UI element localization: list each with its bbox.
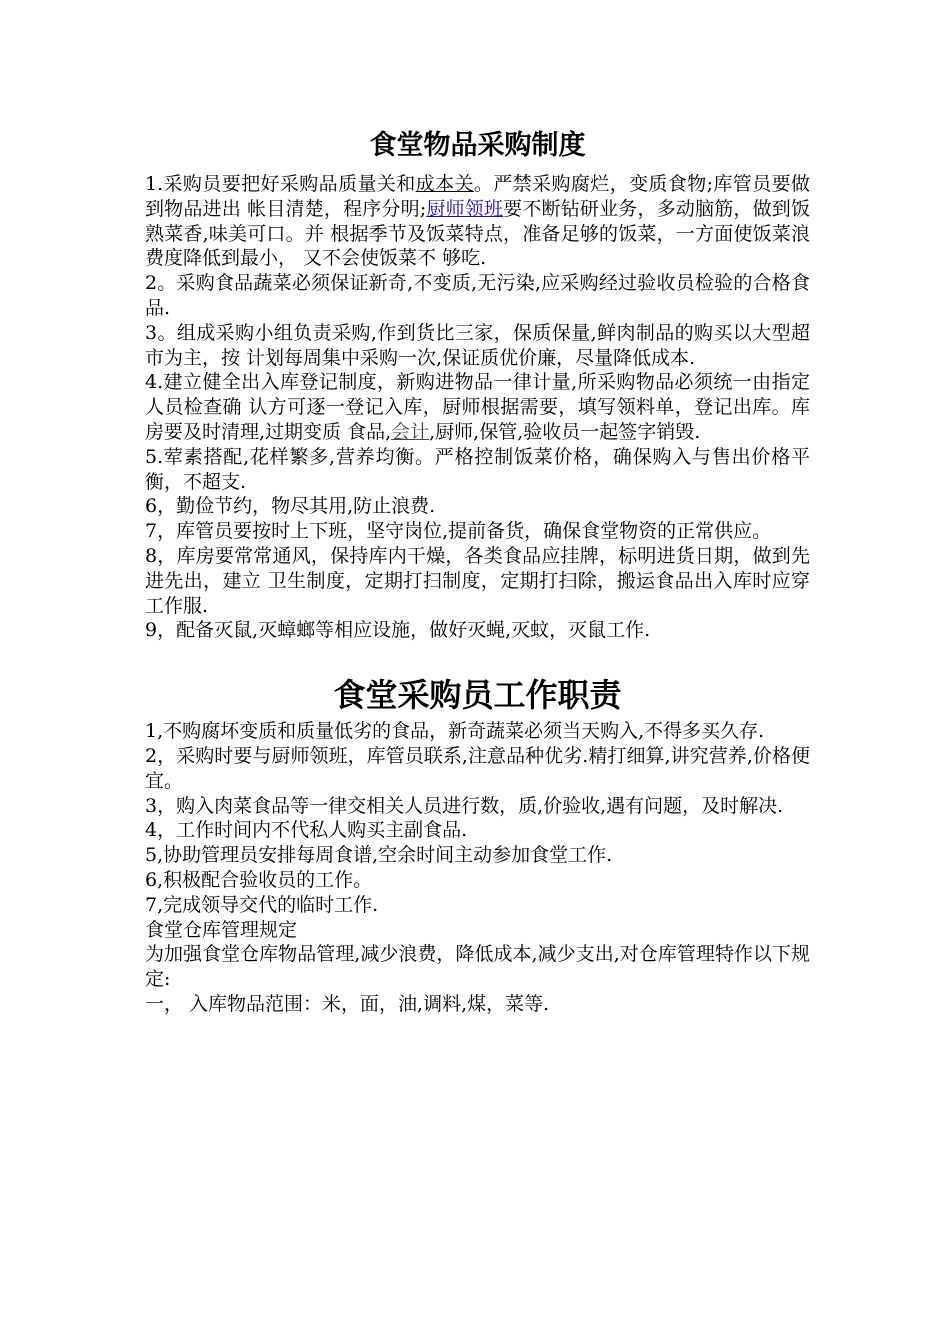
section1-item-5: 5.荤素搭配,花样繁多,营养均衡。严格控制饭菜价格，确保购入与售出价格平衡，不超支. — [145, 445, 810, 493]
text-run: 4.建立健全出入库登记制度，新购进物品一律计量,所采购物品必须统一由指定人员检查确 认方可逐一登记入库，厨师根据需要，填写领料单，登记出库。库房要及时清理,过期变质 食品, — [145, 371, 810, 443]
section2-item-7: 7,完成领导交代的临时工作. — [145, 893, 379, 916]
section1-item-7: 7，库管员要按时上下班，坚守岗位,提前备货，确保食堂物资的正常供应。 — [145, 520, 772, 543]
warehouse-rules-intro: 为加强食堂仓库物品管理,减少浪费，降低成本,减少支出,对仓库管理特作以下规定: — [145, 943, 810, 991]
section1-item-1 — [145, 172, 810, 271]
text-run: 。严禁采购腐烂，变质食物;库管员要做到物品进出 帐目清楚，程序分明; — [145, 173, 810, 220]
section1-item-3: 3。组成采购小组负责采购,作到货比三家，保质保量,鲜肉制品的购买以大型超市为主，按 计划每周集中采购一次,保证质优价廉，尽量降低成本. — [145, 321, 810, 369]
head-chef-link[interactable]: 厨师领班 — [426, 197, 504, 220]
section1-item-9: 9，配备灭鼠,灭蟑螂等相应设施，做好灭蝇,灭蚊，灭鼠工作. — [145, 619, 651, 642]
text-run: 要不断钻研业务，多动脑筋，做到饭熟菜香,味美可口。并 根据季节及饭菜特点，准备足够的饭菜，一方面使饭菜浪费度降低到最小， 又不会使饭菜不 够吃. — [145, 197, 810, 270]
warehouse-rules-item-1: 一， 入库物品范围：米，面，油,调料,煤，菜等. — [145, 992, 550, 1015]
section1-item-4 — [145, 370, 810, 444]
section1-item-6: 6，勤俭节约，物尽其用,防止浪费. — [145, 495, 436, 518]
text-run: ,厨师,保管,验收员一起签字销毁. — [429, 420, 701, 443]
section1-item-2: 2。采购食品蔬菜必须保证新奇,不变质,无污染,应采购经过验收员检验的合格食品. — [145, 272, 810, 319]
section2-item-3: 3，购入肉菜食品等一律交相关人员进行数，质,价验收,遇有问题，及时解决. — [145, 794, 784, 817]
section2-item-1: 1,不购腐坏变质和质量低劣的食品，新奇蔬菜必须当天购入,不得多买久存. — [145, 720, 765, 743]
section1-item-8: 8，库房要常常通风，保持库内干燥，各类食品应挂牌，标明进货日期，做到先进先出，建立 卫生制度，定期打扫制度，定期打扫除，搬运食品出入库时应穿工作服. — [145, 544, 810, 617]
section2-item-2: 2，采购时要与厨师领班，库管员联系,注意品种优劣.精打细算,讲究营养,价格便宜。 — [145, 744, 810, 792]
warehouse-rules-heading: 食堂仓库管理规定 — [145, 918, 298, 941]
section1-title: 食堂物品采购制度 — [369, 130, 586, 161]
section2-item-6: 6,积极配合验收员的工作。 — [145, 868, 373, 891]
accountant-link[interactable]: 会计 — [391, 420, 430, 443]
text-run: 1.采购员要把好采购品质量关和 — [145, 173, 416, 195]
section2-title: 食堂采购员工作职责 — [333, 676, 622, 715]
document-body — [145, 126, 810, 1017]
section2-item-5: 5,协助管理员安排每周食谱,空余时间主动参加食堂工作. — [145, 844, 613, 867]
section2-item-4: 4，工作时间内不代私人购买主副食品. — [145, 819, 468, 842]
cost-control-link[interactable]: 成本关 — [415, 173, 474, 195]
